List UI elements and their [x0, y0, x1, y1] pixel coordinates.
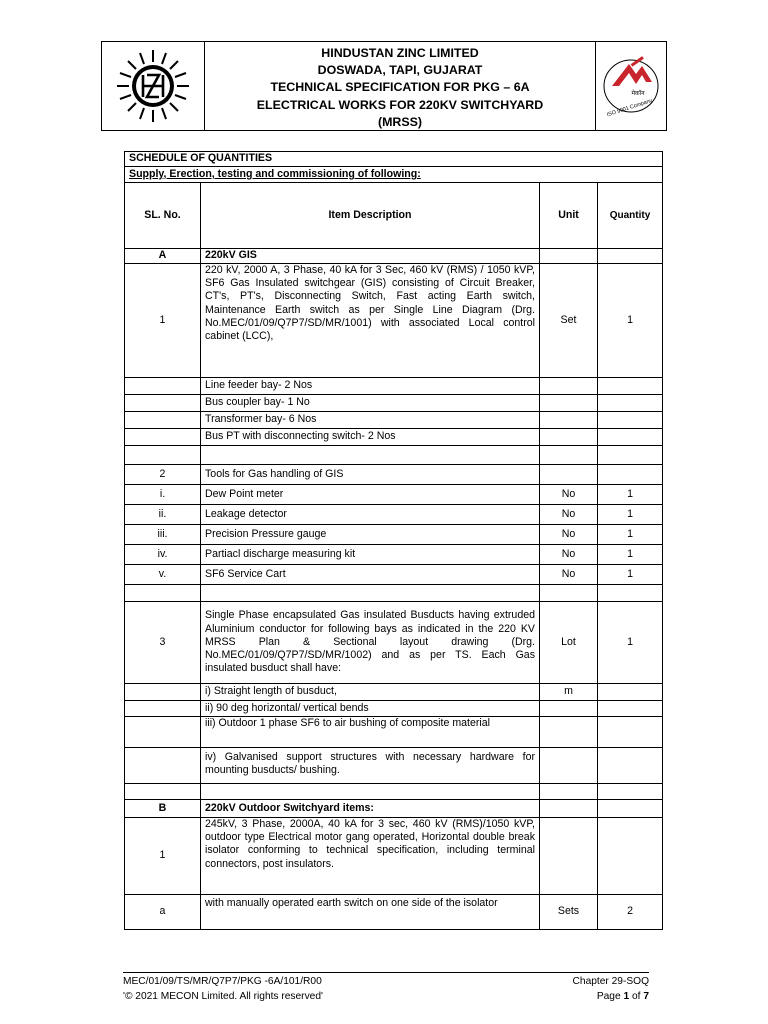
- mecon-hindi-text: मेकॉन: [631, 90, 645, 97]
- rowBa-unit: Sets: [540, 895, 598, 930]
- footer-copyright: '© 2021 MECON Limited. All rights reserved': [123, 991, 323, 1002]
- table-row: iv. Partiacl discharge measuring kit No 1: [125, 545, 663, 565]
- bay-line-feeder: Line feeder bay- 2 Nos: [201, 378, 540, 395]
- header-line-location: DOSWADA, TAPI, GUJARAT: [317, 63, 483, 78]
- col-header-sl: SL. No.: [125, 183, 201, 249]
- row1-desc: 220 kV, 2000 A, 3 Phase, 40 kA for 3 Sec, 460 kV (RMS) / 1050 kVP, SF6 Gas Insulated switchgear (GIS) consisting of Circuit Breaker, CT's, PT's, Disconnecting Switch, Fast acting Earth switch, Maintenance Earth switch as per Single Line Diagram (Drg. No.MEC/01/09/Q7P7/SD/MR/1001) with associated Local control cabinet (LCC),: [201, 264, 540, 378]
- header-line-mrss: (MRSS): [377, 114, 423, 129]
- col-header-desc: Item Description: [201, 183, 540, 249]
- table-row: v. SF6 Service Cart No 1: [125, 565, 663, 585]
- mecon-logo: [595, 42, 666, 130]
- row2-desc: Tools for Gas handling of GIS: [201, 465, 540, 485]
- row3-desc: Single Phase encapsulated Gas insulated Busducts having extruded Aluminium conductor for following bays as indicated in the 220 KV MRSS Plan & Sectional layout drawing (Drg. No.MEC/01/09/Q7P7/SD/MR/1002) and as per TS. Each Gas insulated busduct shall have:: [201, 602, 540, 684]
- header-line-company: HINDUSTAN ZINC LIMITED: [321, 46, 479, 60]
- rowBa-sl: a: [125, 895, 201, 930]
- section-b-sl: B: [125, 800, 201, 818]
- iso-text: ISO 9001 Company: [606, 97, 654, 119]
- table-title: SCHEDULE OF QUANTITIES: [125, 152, 663, 167]
- bay-bus-pt: Bus PT with disconnecting switch- 2 Nos: [201, 429, 540, 446]
- section-b-title: 220kV Outdoor Switchyard items:: [201, 800, 540, 818]
- row3-qty: 1: [598, 602, 663, 684]
- col-header-qty: Quantity: [598, 183, 663, 249]
- row3d-desc: iv) Galvanised support structures with necessary hardware for mounting busducts/ bushing.: [201, 748, 540, 784]
- footer-divider: [123, 972, 649, 973]
- document-header: [101, 41, 667, 131]
- footer-page-number: Page 1 of 7: [596, 991, 649, 1002]
- row1-sl: 1: [125, 264, 201, 378]
- rowB1-desc: 245kV, 3 Phase, 2000A, 40 kA for 3 sec, 460 kV (RMS)/1050 kVP, outdoor type Electrical motor gang operated, Horizontal double break isolator conforming to technical specification, including terminal connectors, post insulators.: [201, 818, 540, 895]
- col-header-unit: Unit: [540, 183, 598, 249]
- rowBa-desc: with manually operated earth switch on one side of the isolator: [201, 895, 540, 930]
- header-line-spec: TECHNICAL SPECIFICATION FOR PKG – 6A: [270, 80, 530, 95]
- row3-unit: Lot: [540, 602, 598, 684]
- section-a-sl: A: [125, 249, 201, 264]
- hzl-logo: [102, 42, 205, 130]
- row3c-desc: iii) Outdoor 1 phase SF6 to air bushing of composite material: [201, 717, 540, 748]
- row1-unit: Set: [540, 264, 598, 378]
- schedule-of-quantities-table: [124, 151, 663, 930]
- bay-transformer: Transformer bay- 6 Nos: [201, 412, 540, 429]
- row3-sl: 3: [125, 602, 201, 684]
- row1-qty: 1: [598, 264, 663, 378]
- footer-doc-number: MEC/01/09/TS/MR/Q7P7/PKG -6A/101/R00: [123, 976, 322, 987]
- rowBa-qty: 2: [598, 895, 663, 930]
- row3a-desc: i) Straight length of busduct,: [201, 684, 540, 701]
- footer-chapter: Chapter 29-SOQ: [572, 976, 649, 987]
- header-title: [205, 45, 595, 131]
- table-row: i. Dew Point meter No 1: [125, 485, 663, 505]
- row2-sl: 2: [125, 465, 201, 485]
- row3a-unit: m: [540, 684, 598, 701]
- bay-bus-coupler: Bus coupler bay- 1 No: [201, 395, 540, 412]
- row3b-desc: ii) 90 deg horizontal/ vertical bends: [201, 701, 540, 717]
- footer-row-1: [123, 976, 649, 987]
- header-line-works: ELECTRICAL WORKS FOR 220KV SWITCHYARD: [256, 97, 544, 112]
- footer-row-2: [123, 991, 649, 1002]
- table-row: ii. Leakage detector No 1: [125, 505, 663, 525]
- section-a-title: 220kV GIS: [201, 249, 540, 264]
- table-subtitle: Supply, Erection, testing and commissioning of following:: [125, 167, 663, 183]
- table-row: iii. Precision Pressure gauge No 1: [125, 525, 663, 545]
- rowB1-sl: 1: [125, 818, 201, 895]
